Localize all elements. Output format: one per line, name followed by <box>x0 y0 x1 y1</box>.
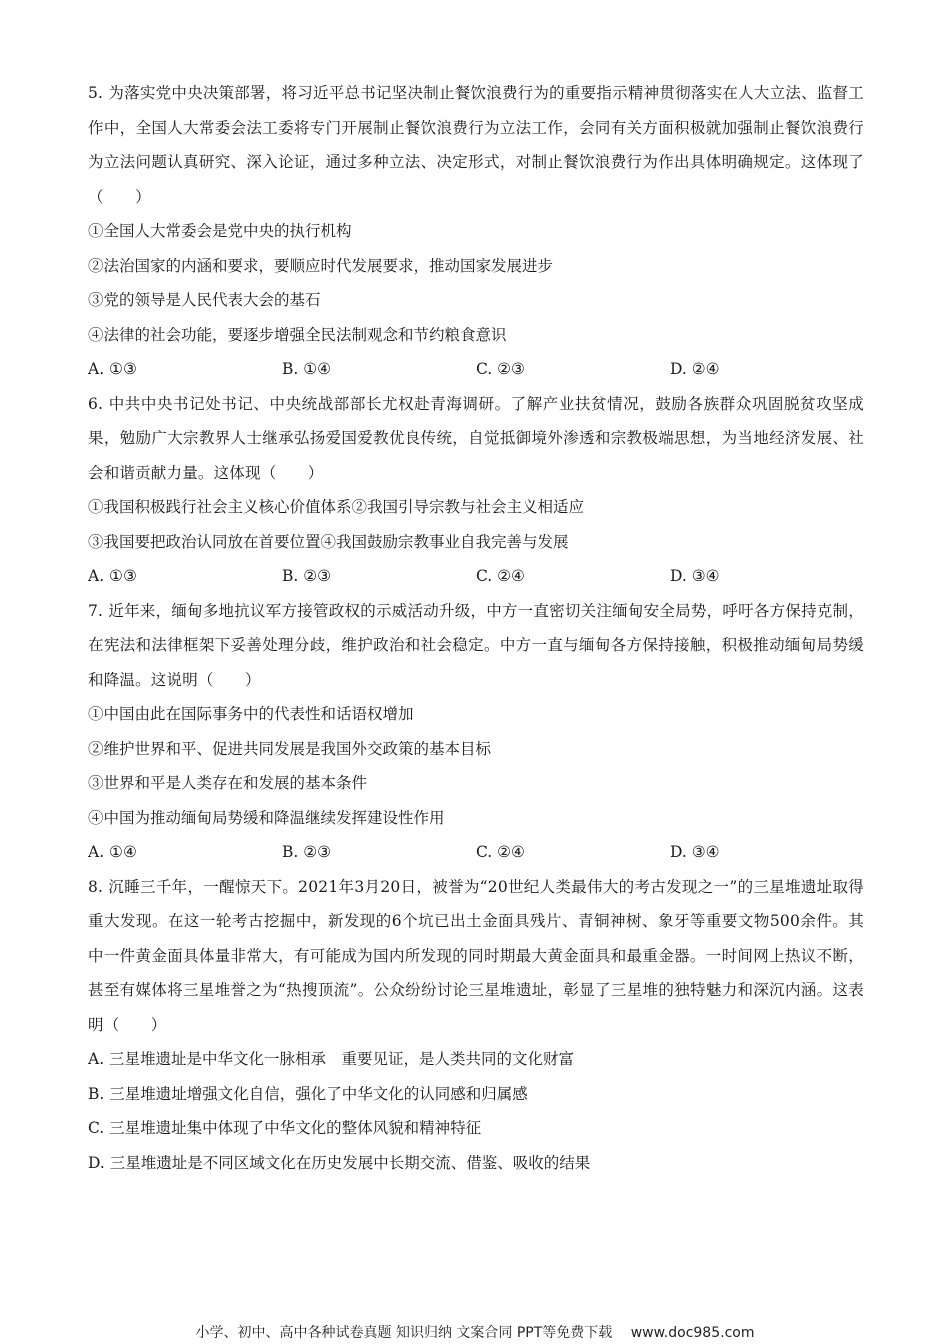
question-stem: 8. 沉睡三千年，一醒惊天下。2021年3月20日，被誉为“20世纪人类最伟大的考古发现之一”的三星堆遗址取得重大发现。在这一轮考古挖掘中，新发现的6个坑已出土金面具残片、青铜神树、象牙等重要文物500余件。其中一件黄金面具体量非常大，有可能成为国内所发现的同时期最大黄金面具和最重金器。一时间网上热议不断，甚至有媒体将三星堆誉之为“热搜顶流”。公众纷纷讨论三星堆遗址，彰显了三星堆的独特魅力和深沉内涵。这表明（ ） <box>88 877 864 1034</box>
option-a: A. ①④ <box>88 843 137 861</box>
question-stem: 5. 为落实党中央决策部署，将习近平总书记坚决制止餐饮浪费行为的重要指示精神贯彻落实在人大立法、监督工作中，全国人大常委会法工委将专门开展制止餐饮浪费行为立法工作，会同有关方面积极就加强制止餐饮浪费行为立法问题认真研究、深入论证，通过多种立法、决定形式，对制止餐饮浪费行为作出具体明确规定。这体现了（ ） <box>88 84 864 206</box>
option-d: D. 三星堆遗址是不同区域文化在历史发展中长期交流、借鉴、吸收的结果 <box>88 1153 591 1172</box>
statement: ④法律的社会功能，要逐步增强全民法制观念和节约粮食意识 <box>88 325 507 344</box>
option-c: C. ②③ <box>476 360 525 378</box>
statement: ③我国要把政治认同放在首要位置④我国鼓励宗教事业自我完善与发展 <box>88 532 569 551</box>
question-stem: 7. 近年来，缅甸多地抗议军方接管政权的示威活动升级，中方一直密切关注缅甸安全局势，呼吁各方保持克制，在宪法和法律框架下妥善处理分歧，维护政治和社会稳定。中方一直与缅甸各方保持接触，积极推动缅甸局势缓和降温。这说明（ ） <box>88 601 864 689</box>
option-b: B. 三星堆遗址增强文化自信，强化了中华文化的认同感和归属感 <box>88 1084 528 1103</box>
option-b: B. ①④ <box>282 360 332 378</box>
question-6 <box>88 387 864 594</box>
statement: ③党的领导是人民代表大会的基石 <box>88 291 321 309</box>
question-5 <box>88 76 864 387</box>
answer-options <box>88 559 864 594</box>
option-d: D. ③④ <box>670 843 720 861</box>
statement: ④中国为推动缅甸局势缓和降温继续发挥建设性作用 <box>88 808 445 827</box>
option-d: D. ②④ <box>670 360 720 378</box>
exam-page <box>88 76 864 1180</box>
statement: ①中国由此在国际事务中的代表性和话语权增加 <box>88 705 414 723</box>
statement: ③世界和平是人类存在和发展的基本条件 <box>88 774 368 792</box>
option-b: B. ②③ <box>282 567 332 585</box>
option-a: A. 三星堆遗址是中华文化一脉相承 重要见证，是人类共同的文化财富 <box>88 1050 575 1068</box>
statement: ②维护世界和平、促进共同发展是我国外交政策的基本目标 <box>88 739 492 758</box>
option-a: A. ①③ <box>88 567 137 585</box>
option-d: D. ③④ <box>670 567 720 585</box>
statement: ②法治国家的内涵和要求，要顺应时代发展要求，推动国家发展进步 <box>88 256 554 275</box>
option-b: B. ②③ <box>282 843 332 861</box>
statement: ①全国人大常委会是党中央的执行机构 <box>88 222 352 240</box>
question-7 <box>88 594 864 870</box>
statement: ①我国积极践行社会主义核心价值体系②我国引导宗教与社会主义相适应 <box>88 498 585 516</box>
option-c: C. ②④ <box>476 567 525 585</box>
question-8 <box>88 870 864 1181</box>
answer-options <box>88 835 864 870</box>
option-c: C. 三星堆遗址集中体现了中华文化的整体风貌和精神特征 <box>88 1119 482 1137</box>
page-footer: 小学、初中、高中各种试卷真题 知识归纳 文案合同 PPT等免费下载 www.doc985.com <box>195 1325 755 1341</box>
question-stem: 6. 中共中央书记处书记、中央统战部部长尤权赴青海调研。了解产业扶贫情况，鼓励各族群众巩固脱贫攻坚成果，勉励广大宗教界人士继承弘扬爱国爱教优良传统，自觉抵御境外渗透和宗教极端思想，为当地经济发展、社会和谐贡献力量。这体现（ ） <box>88 394 864 482</box>
option-a: A. ①③ <box>88 360 137 378</box>
option-c: C. ②④ <box>476 843 525 861</box>
answer-options <box>88 352 864 387</box>
